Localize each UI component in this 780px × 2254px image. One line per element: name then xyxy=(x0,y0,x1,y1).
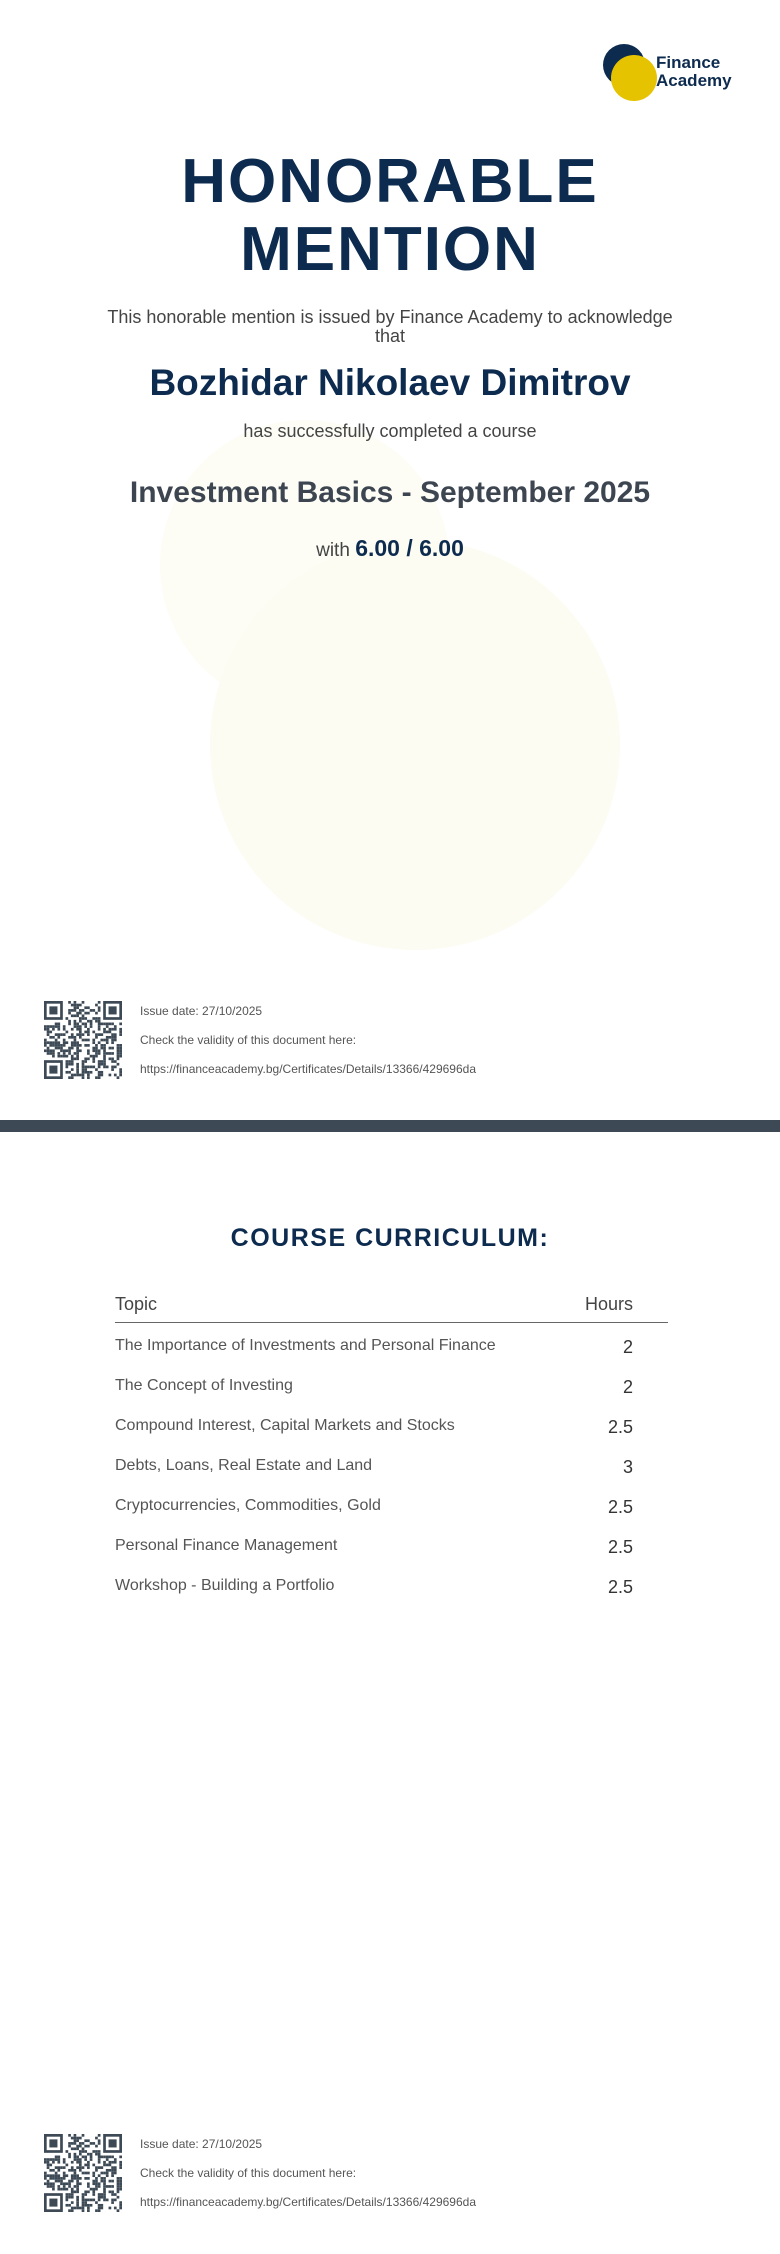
certificate-title xyxy=(0,148,780,284)
course-name: Investment Basics - September 2025 xyxy=(129,476,651,509)
title-line1: HONORABLE xyxy=(181,147,599,216)
hours-cell: 2 xyxy=(622,1377,633,1397)
qr-code-icon[interactable] xyxy=(44,1001,122,1079)
topic-cell: The Importance of Investments and Personal Finance xyxy=(115,1337,496,1354)
topic-cell: Compound Interest, Capital Markets and Stocks xyxy=(115,1417,455,1434)
table-row xyxy=(115,1523,668,1563)
logo-line2: Academy xyxy=(656,71,732,90)
grade-line xyxy=(0,535,780,562)
table-row xyxy=(115,1403,668,1443)
topic-cell: Cryptocurrencies, Commodities, Gold xyxy=(115,1497,381,1514)
curriculum-table xyxy=(115,1290,668,1603)
hours-cell: 2.5 xyxy=(607,1417,633,1437)
validity-text: Check the validity of this document here: xyxy=(140,1033,357,1047)
validity-link[interactable]: https://financeacademy.bg/Certificates/Details/13366/429696da xyxy=(140,1062,476,1076)
hours-cell: 3 xyxy=(622,1457,633,1477)
hours-cell: 2.5 xyxy=(607,1497,633,1517)
grade-value: 6.00 / 6.00 xyxy=(355,535,464,561)
table-header xyxy=(115,1290,668,1323)
topic-cell: Personal Finance Management xyxy=(115,1537,338,1554)
table-row xyxy=(115,1483,668,1523)
finance-academy-logo xyxy=(601,42,741,102)
logo-yellow-circle-icon xyxy=(611,55,657,101)
table-row xyxy=(115,1363,668,1403)
hours-column-header: Hours xyxy=(584,1294,633,1314)
curriculum-page xyxy=(0,1132,780,2254)
topic-cell: Debts, Loans, Real Estate and Land xyxy=(115,1457,373,1474)
acknowledgement-text xyxy=(0,308,780,346)
watermark-circle-large xyxy=(210,540,620,950)
table-row xyxy=(115,1323,668,1363)
certificate-footer xyxy=(44,1001,744,1081)
completion-text: has successfully completed a course xyxy=(243,421,537,441)
topic-cell: The Concept of Investing xyxy=(115,1377,293,1394)
qr-code-icon[interactable] xyxy=(44,2134,122,2212)
validity-link[interactable]: https://financeacademy.bg/Certificates/Details/13366/429696da xyxy=(140,2195,476,2209)
ack-line1: This honorable mention is issued by Finance Academy to acknowledge xyxy=(107,307,673,327)
issue-date: Issue date: 27/10/2025 xyxy=(140,1004,263,1018)
table-row xyxy=(115,1443,668,1483)
hours-cell: 2 xyxy=(622,1337,633,1357)
topic-cell: Workshop - Building a Portfolio xyxy=(115,1577,335,1594)
hours-cell: 2.5 xyxy=(607,1537,633,1557)
topic-column-header: Topic xyxy=(115,1294,158,1314)
curriculum-footer xyxy=(44,2134,744,2214)
logo-text xyxy=(656,54,732,90)
page-separator xyxy=(0,1120,780,1132)
ack-line2: that xyxy=(374,326,406,346)
table-row xyxy=(115,1563,668,1603)
grade-prefix: with xyxy=(316,540,350,561)
issue-date: Issue date: 27/10/2025 xyxy=(140,2137,263,2151)
certificate-page xyxy=(0,0,780,1120)
table-body xyxy=(115,1323,668,1603)
logo-line1: Finance xyxy=(656,53,721,72)
recipient-name: Bozhidar Nikolaev Dimitrov xyxy=(149,362,631,403)
validity-text: Check the validity of this document here: xyxy=(140,2166,357,2180)
hours-cell: 2.5 xyxy=(607,1577,633,1597)
title-line2: MENTION xyxy=(240,215,540,284)
curriculum-title: COURSE CURRICULUM: xyxy=(230,1224,550,1252)
